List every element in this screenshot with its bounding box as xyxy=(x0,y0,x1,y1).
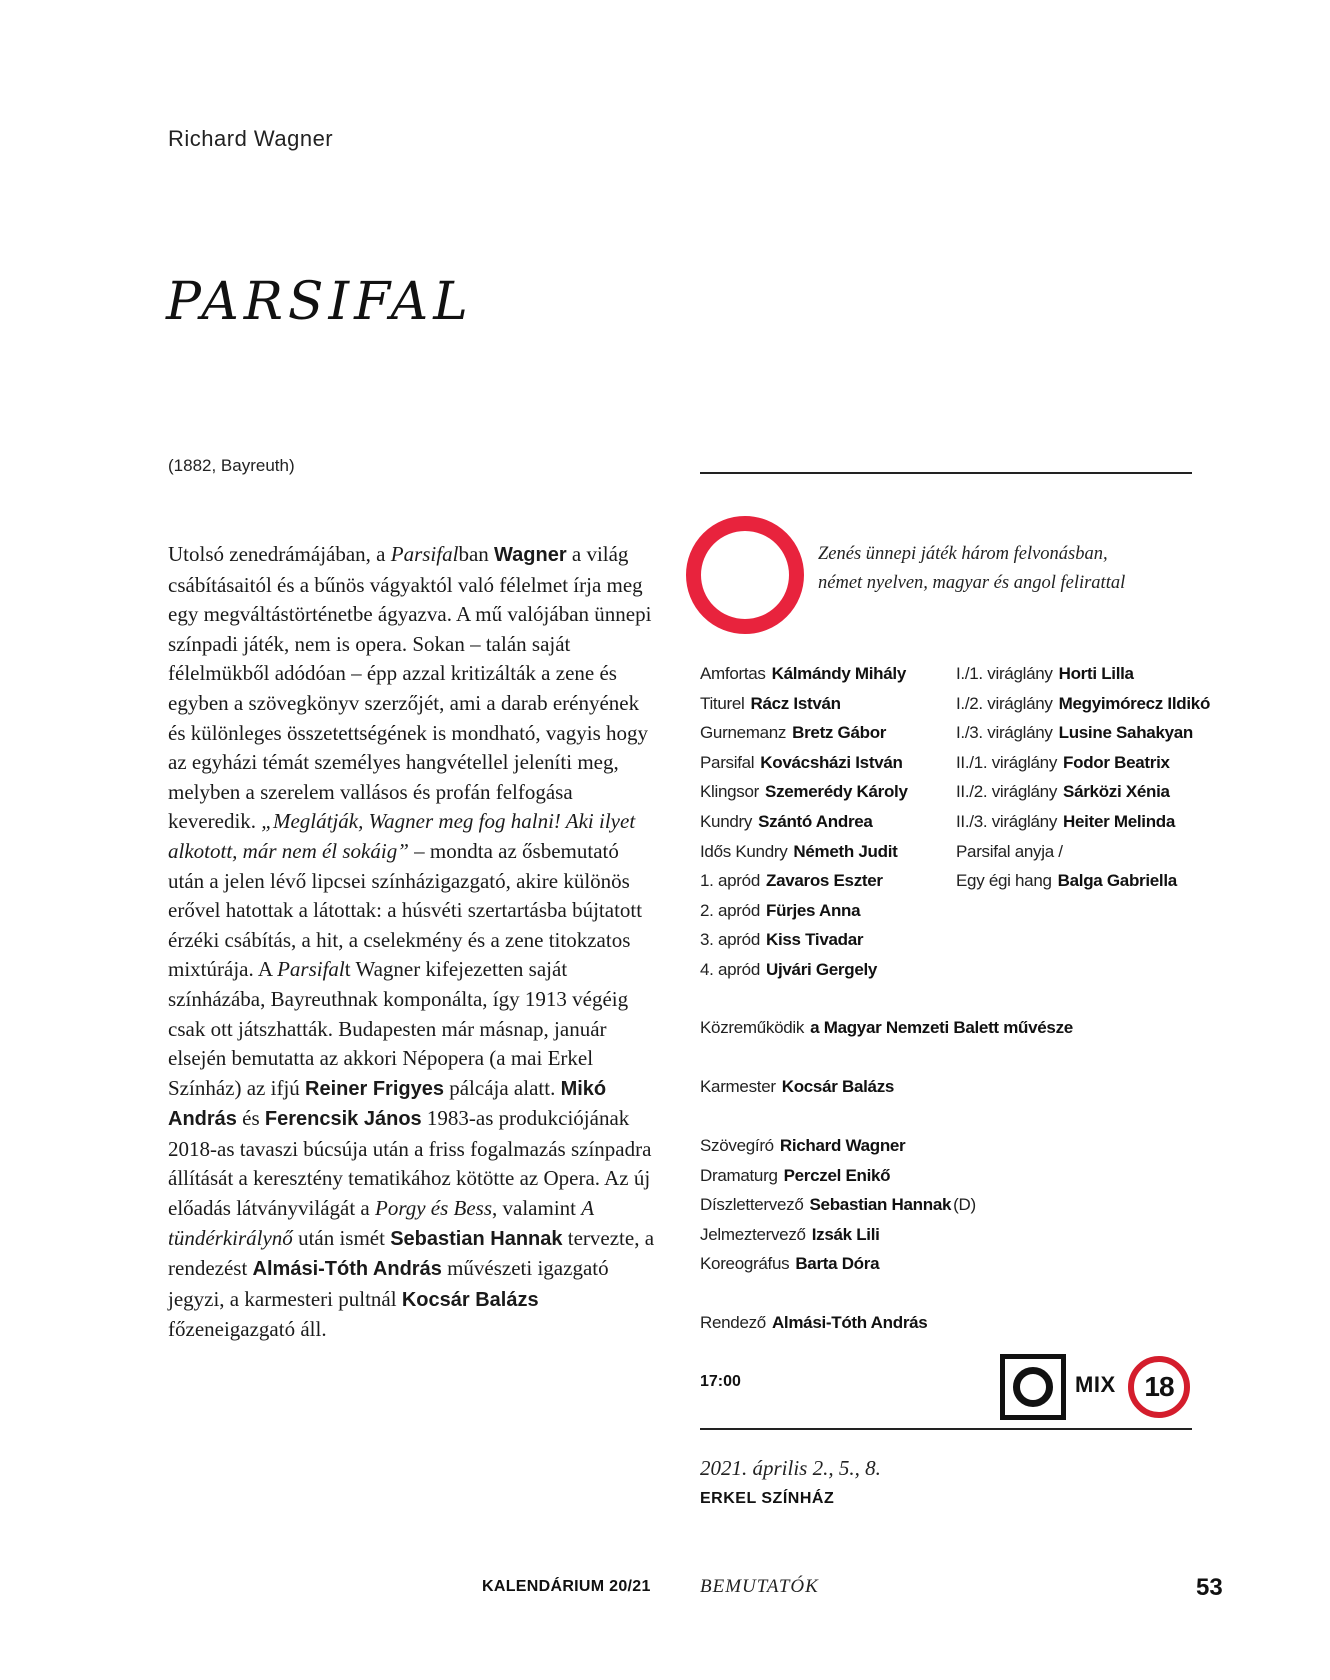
red-ring-o-icon xyxy=(686,516,804,634)
subtitle-line: német nyelven, magyar és angol felirattal xyxy=(818,573,1126,593)
cast-row: Gurnemanz Bretz Gábor xyxy=(700,723,887,743)
cast-row: Egy égi hang Balga Gabriella xyxy=(956,871,1177,891)
credit-conductor: Karmester Kocsár Balázs xyxy=(700,1077,895,1096)
cast-row: 2. apród Fürjes Anna xyxy=(700,900,861,920)
cast-row: Titurel Rácz István xyxy=(700,693,841,713)
performance-time: 17:00 xyxy=(700,1373,741,1390)
credit-director: Rendező Almási-Tóth András xyxy=(700,1313,928,1332)
age-18-icon: 18 xyxy=(1128,1356,1190,1418)
credit-costume-designer: Jelmeztervező Izsák Lili xyxy=(700,1225,880,1244)
cast-list-left xyxy=(700,659,908,985)
cast-row: Idős Kundry Németh Judit xyxy=(700,841,898,861)
premiere-info: (1882, Bayreuth) xyxy=(168,456,295,475)
cast-row: Kundry Szántó Andrea xyxy=(700,811,873,831)
cast-row: I./3. viráglány Lusine Sahakyan xyxy=(956,723,1193,743)
composer-name: Richard Wagner xyxy=(168,126,334,151)
venue-name: ERKEL SZÍNHÁZ xyxy=(700,1490,835,1507)
cast-row: Amfortas Kálmándy Mihály xyxy=(700,664,906,683)
bottom-divider xyxy=(700,1428,1192,1430)
cast-row: Parsifal anyja / xyxy=(956,841,1063,861)
description-text: Utolsó zenedrámájában, a Parsifalban Wagner a világ csábításaitól és a bűnös vágyaktól való félelmet írja meg egy megváltástörténetbe ágyazva. A mű valójában ünnepi színpadi játék, nem is opera. Sokan – talán saját félelmükből adódóan – épp azzal kritizálták a zene és egyben a szövegkönyv szerzőjét, ami a darab erényének és különleges összetettségének is mondható, vagyis hogy az egyházi témát személyes hangvétellel jeleníti meg, melyben a szerelem vallásos és profán felfogása keveredik. „Meglátják, Wagner meg fog halni! Aki ilyet alkotott, már nem él sokáig” – mondta az ősbemutató után a jelen lévő lipcsei színházigazgató, akire különös erővel hatottak a látottak: a húsvéti szertartásba bújtatott érzéki csábítás, a hit, a cselekmény és a zene titokzatos mixtúrája. A Parsifalt Wagner kifejezetten saját színházába, Bayreuthnak komponálta, így 1913 végéig csak ott játszhatták. Budapesten már másnap, január elsején bemutatta az akkori Népopera (a mai Erkel Színház) az ifjú Reiner Frigyes pálcája alatt. Mikó András és Ferencsik János 1983-as produkciójának 2018-as tavaszi búcsúja után a friss fogalmazás színpadra állítását a keresztény tematikához kötötte az Opera. Az új előadás látványvilágát a Porgy és Bess, valamint A tündérkirálynő után ismét Sebastian Hannak tervezte, a rendezést Almási-Tóth András művészeti igazgató jegyzi, a karmesteri pultnál Kocsár Balázs főzeneigazgató áll. xyxy=(168,542,655,1342)
credit-kozremukodik: Közreműködik a Magyar Nemzeti Balett művésze xyxy=(700,1018,1073,1037)
footer-section: BEMUTATÓK xyxy=(700,1576,819,1597)
cast-row: I./1. viráglány Horti Lilla xyxy=(956,664,1134,683)
footer-publication: KALENDÁRIUM 20/21 xyxy=(482,1578,651,1595)
cast-row: II./3. viráglány Heiter Melinda xyxy=(956,811,1176,831)
page-number: 53 xyxy=(1196,1574,1223,1601)
credit-choreographer: Koreográfus Barta Dóra xyxy=(700,1254,880,1273)
production-subtitle xyxy=(818,540,1125,598)
credit-set-designer: Díszlettervező Sebastian Hannak (D) xyxy=(700,1195,976,1214)
cast-list-right xyxy=(956,659,1210,896)
cast-row: 1. apród Zavaros Eszter xyxy=(700,871,883,891)
cast-row: Parsifal Kovácsházi István xyxy=(700,752,903,772)
cast-row: 3. apród Kiss Tivadar xyxy=(700,930,864,950)
cast-row: 4. apród Ujvári Gergely xyxy=(700,959,878,979)
subtitle-line: Zenés ünnepi játék három felvonásban, xyxy=(818,544,1108,564)
credit-dramaturg: Dramaturg Perczel Enikő xyxy=(700,1166,891,1185)
cast-row: II./1. viráglány Fodor Beatrix xyxy=(956,752,1170,772)
cast-row: II./2. viráglány Sárközi Xénia xyxy=(956,782,1170,802)
cast-row: I./2. viráglány Megyimórecz Ildikó xyxy=(956,693,1211,713)
credit-librettist: Szövegíró Richard Wagner xyxy=(700,1136,906,1155)
mix-label: MIX xyxy=(1075,1372,1116,1397)
performance-dates: 2021. április 2., 5., 8. xyxy=(700,1456,881,1480)
top-divider xyxy=(700,472,1192,474)
cast-row: Klingsor Szemerédy Károly xyxy=(700,782,908,802)
boxed-o-icon xyxy=(1000,1354,1066,1420)
opera-title: PARSIFAL xyxy=(166,272,473,332)
